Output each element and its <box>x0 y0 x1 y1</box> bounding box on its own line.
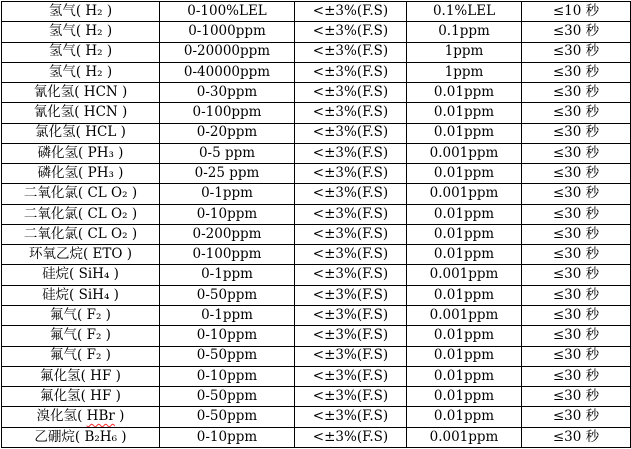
gas-spec-table-body <box>2 2 631 448</box>
resolution-cell: 0.001ppm <box>407 427 522 447</box>
response-time-cell: ≤30 秒 <box>522 245 631 265</box>
resolution-cell: 0.1ppm <box>407 22 522 42</box>
table-row <box>2 42 631 62</box>
range-cell: 0-1ppm <box>160 305 295 325</box>
response-time-cell: ≤30 秒 <box>522 346 631 366</box>
response-time-cell: ≤30 秒 <box>522 407 631 427</box>
response-time-cell: ≤30 秒 <box>522 204 631 224</box>
gas-name-cell: 氟化氢( HF ) <box>2 366 160 386</box>
range-cell: 0-200ppm <box>160 224 295 244</box>
response-time-cell: ≤30 秒 <box>522 326 631 346</box>
resolution-cell: 0.001ppm <box>407 305 522 325</box>
resolution-cell: 0.01ppm <box>407 366 522 386</box>
gas-name-cell: 氟气( F₂ ) <box>2 305 160 325</box>
range-cell: 0-1000ppm <box>160 22 295 42</box>
resolution-cell: 0.01ppm <box>407 123 522 143</box>
table-row <box>2 305 631 325</box>
table-row <box>2 2 631 22</box>
response-time-cell: ≤30 秒 <box>522 22 631 42</box>
table-row <box>2 366 631 386</box>
accuracy-cell: <±3%(F.S) <box>295 184 407 204</box>
accuracy-cell: <±3%(F.S) <box>295 265 407 285</box>
accuracy-cell: <±3%(F.S) <box>295 305 407 325</box>
resolution-cell: 1ppm <box>407 62 522 82</box>
response-time-cell: ≤30 秒 <box>522 164 631 184</box>
response-time-cell: ≤30 秒 <box>522 83 631 103</box>
table-row <box>2 22 631 42</box>
table-row <box>2 427 631 447</box>
resolution-cell: 0.001ppm <box>407 265 522 285</box>
range-cell: 0-10ppm <box>160 204 295 224</box>
gas-name-cell: 二氧化氯( CL O₂ ) <box>2 224 160 244</box>
gas-name-cell: 氢气( H₂ ) <box>2 2 160 22</box>
response-time-cell: ≤30 秒 <box>522 103 631 123</box>
accuracy-cell: <±3%(F.S) <box>295 204 407 224</box>
response-time-cell: ≤30 秒 <box>522 62 631 82</box>
resolution-cell: 0.01ppm <box>407 103 522 123</box>
range-cell: 0-50ppm <box>160 285 295 305</box>
table-row <box>2 407 631 427</box>
range-cell: 0-10ppm <box>160 326 295 346</box>
accuracy-cell: <±3%(F.S) <box>295 103 407 123</box>
table-row <box>2 184 631 204</box>
range-cell: 0-50ppm <box>160 407 295 427</box>
range-cell: 0-100ppm <box>160 103 295 123</box>
range-cell: 0-1ppm <box>160 265 295 285</box>
range-cell: 0-30ppm <box>160 83 295 103</box>
accuracy-cell: <±3%(F.S) <box>295 22 407 42</box>
range-cell: 0-20000ppm <box>160 42 295 62</box>
accuracy-cell: <±3%(F.S) <box>295 427 407 447</box>
table-row <box>2 346 631 366</box>
response-time-cell: ≤30 秒 <box>522 427 631 447</box>
gas-name-cell: 二氧化氯( CL O₂ ) <box>2 184 160 204</box>
accuracy-cell: <±3%(F.S) <box>295 62 407 82</box>
gas-name-cell: 氢气( H₂ ) <box>2 62 160 82</box>
range-cell: 0-1ppm <box>160 184 295 204</box>
resolution-cell: 0.01ppm <box>407 224 522 244</box>
gas-name-cell: 乙硼烷( B₂H₆ ) <box>2 427 160 447</box>
response-time-cell: ≤30 秒 <box>522 285 631 305</box>
accuracy-cell: <±3%(F.S) <box>295 285 407 305</box>
accuracy-cell: <±3%(F.S) <box>295 224 407 244</box>
accuracy-cell: <±3%(F.S) <box>295 245 407 265</box>
gas-name-cell: 氟气( F₂ ) <box>2 346 160 366</box>
gas-name-cell: 氟气( F₂ ) <box>2 326 160 346</box>
table-row <box>2 387 631 407</box>
accuracy-cell: <±3%(F.S) <box>295 164 407 184</box>
resolution-cell: 0.01ppm <box>407 164 522 184</box>
spellcheck-underlined-text: HBr <box>86 408 115 425</box>
response-time-cell: ≤30 秒 <box>522 184 631 204</box>
range-cell: 0-5 ppm <box>160 143 295 163</box>
resolution-cell: 0.01ppm <box>407 245 522 265</box>
resolution-cell: 0.01ppm <box>407 83 522 103</box>
range-cell: 0-10ppm <box>160 366 295 386</box>
range-cell: 0-25 ppm <box>160 164 295 184</box>
resolution-cell: 0.01ppm <box>407 387 522 407</box>
range-cell: 0-10ppm <box>160 427 295 447</box>
gas-name-cell: 硅烷( SiH₄ ) <box>2 265 160 285</box>
gas-name-cell: 氰化氢( HCN ) <box>2 103 160 123</box>
gas-name-cell: 氰化氢( HCN ) <box>2 83 160 103</box>
range-cell: 0-50ppm <box>160 346 295 366</box>
response-time-cell: ≤30 秒 <box>522 305 631 325</box>
range-cell: 0-40000ppm <box>160 62 295 82</box>
response-time-cell: ≤30 秒 <box>522 366 631 386</box>
accuracy-cell: <±3%(F.S) <box>295 42 407 62</box>
resolution-cell: 0.001ppm <box>407 143 522 163</box>
response-time-cell: ≤30 秒 <box>522 143 631 163</box>
gas-name-cell: 氟化氢( HF ) <box>2 387 160 407</box>
response-time-cell: ≤30 秒 <box>522 42 631 62</box>
range-cell: 0-100ppm <box>160 245 295 265</box>
table-row <box>2 224 631 244</box>
table-row <box>2 285 631 305</box>
range-cell: 0-100%LEL <box>160 2 295 22</box>
table-row <box>2 326 631 346</box>
gas-name-cell: 氢气( H₂ ) <box>2 42 160 62</box>
accuracy-cell: <±3%(F.S) <box>295 83 407 103</box>
accuracy-cell: <±3%(F.S) <box>295 143 407 163</box>
accuracy-cell: <±3%(F.S) <box>295 346 407 366</box>
range-cell: 0-50ppm <box>160 387 295 407</box>
table-row <box>2 103 631 123</box>
resolution-cell: 0.01ppm <box>407 204 522 224</box>
gas-name-cell: 磷化氢( PH₃ ) <box>2 164 160 184</box>
gas-name-cell: 二氧化氯( CL O₂ ) <box>2 204 160 224</box>
gas-name-cell: 氢气( H₂ ) <box>2 22 160 42</box>
resolution-cell: 0.1%LEL <box>407 2 522 22</box>
gas-name-cell: 磷化氢( PH₃ ) <box>2 143 160 163</box>
table-row <box>2 123 631 143</box>
accuracy-cell: <±3%(F.S) <box>295 407 407 427</box>
resolution-cell: 0.01ppm <box>407 326 522 346</box>
response-time-cell: ≤30 秒 <box>522 387 631 407</box>
table-row <box>2 265 631 285</box>
table-row <box>2 204 631 224</box>
table-row <box>2 83 631 103</box>
response-time-cell: ≤30 秒 <box>522 265 631 285</box>
gas-name-cell: 溴化氢( HBr ) <box>2 407 160 427</box>
table-row <box>2 62 631 82</box>
resolution-cell: 0.01ppm <box>407 407 522 427</box>
gas-spec-table <box>1 1 631 448</box>
accuracy-cell: <±3%(F.S) <box>295 387 407 407</box>
response-time-cell: ≤10 秒 <box>522 2 631 22</box>
resolution-cell: 0.001ppm <box>407 184 522 204</box>
resolution-cell: 0.01ppm <box>407 285 522 305</box>
table-row <box>2 164 631 184</box>
resolution-cell: 1ppm <box>407 42 522 62</box>
gas-name-cell: 氯化氢( HCL ) <box>2 123 160 143</box>
resolution-cell: 0.01ppm <box>407 346 522 366</box>
accuracy-cell: <±3%(F.S) <box>295 366 407 386</box>
accuracy-cell: <±3%(F.S) <box>295 326 407 346</box>
accuracy-cell: <±3%(F.S) <box>295 123 407 143</box>
table-row <box>2 245 631 265</box>
accuracy-cell: <±3%(F.S) <box>295 2 407 22</box>
response-time-cell: ≤30 秒 <box>522 123 631 143</box>
response-time-cell: ≤30 秒 <box>522 224 631 244</box>
gas-name-cell: 硅烷( SiH₄ ) <box>2 285 160 305</box>
gas-name-cell: 环氧乙烷( ETO ) <box>2 245 160 265</box>
range-cell: 0-20ppm <box>160 123 295 143</box>
table-row <box>2 143 631 163</box>
